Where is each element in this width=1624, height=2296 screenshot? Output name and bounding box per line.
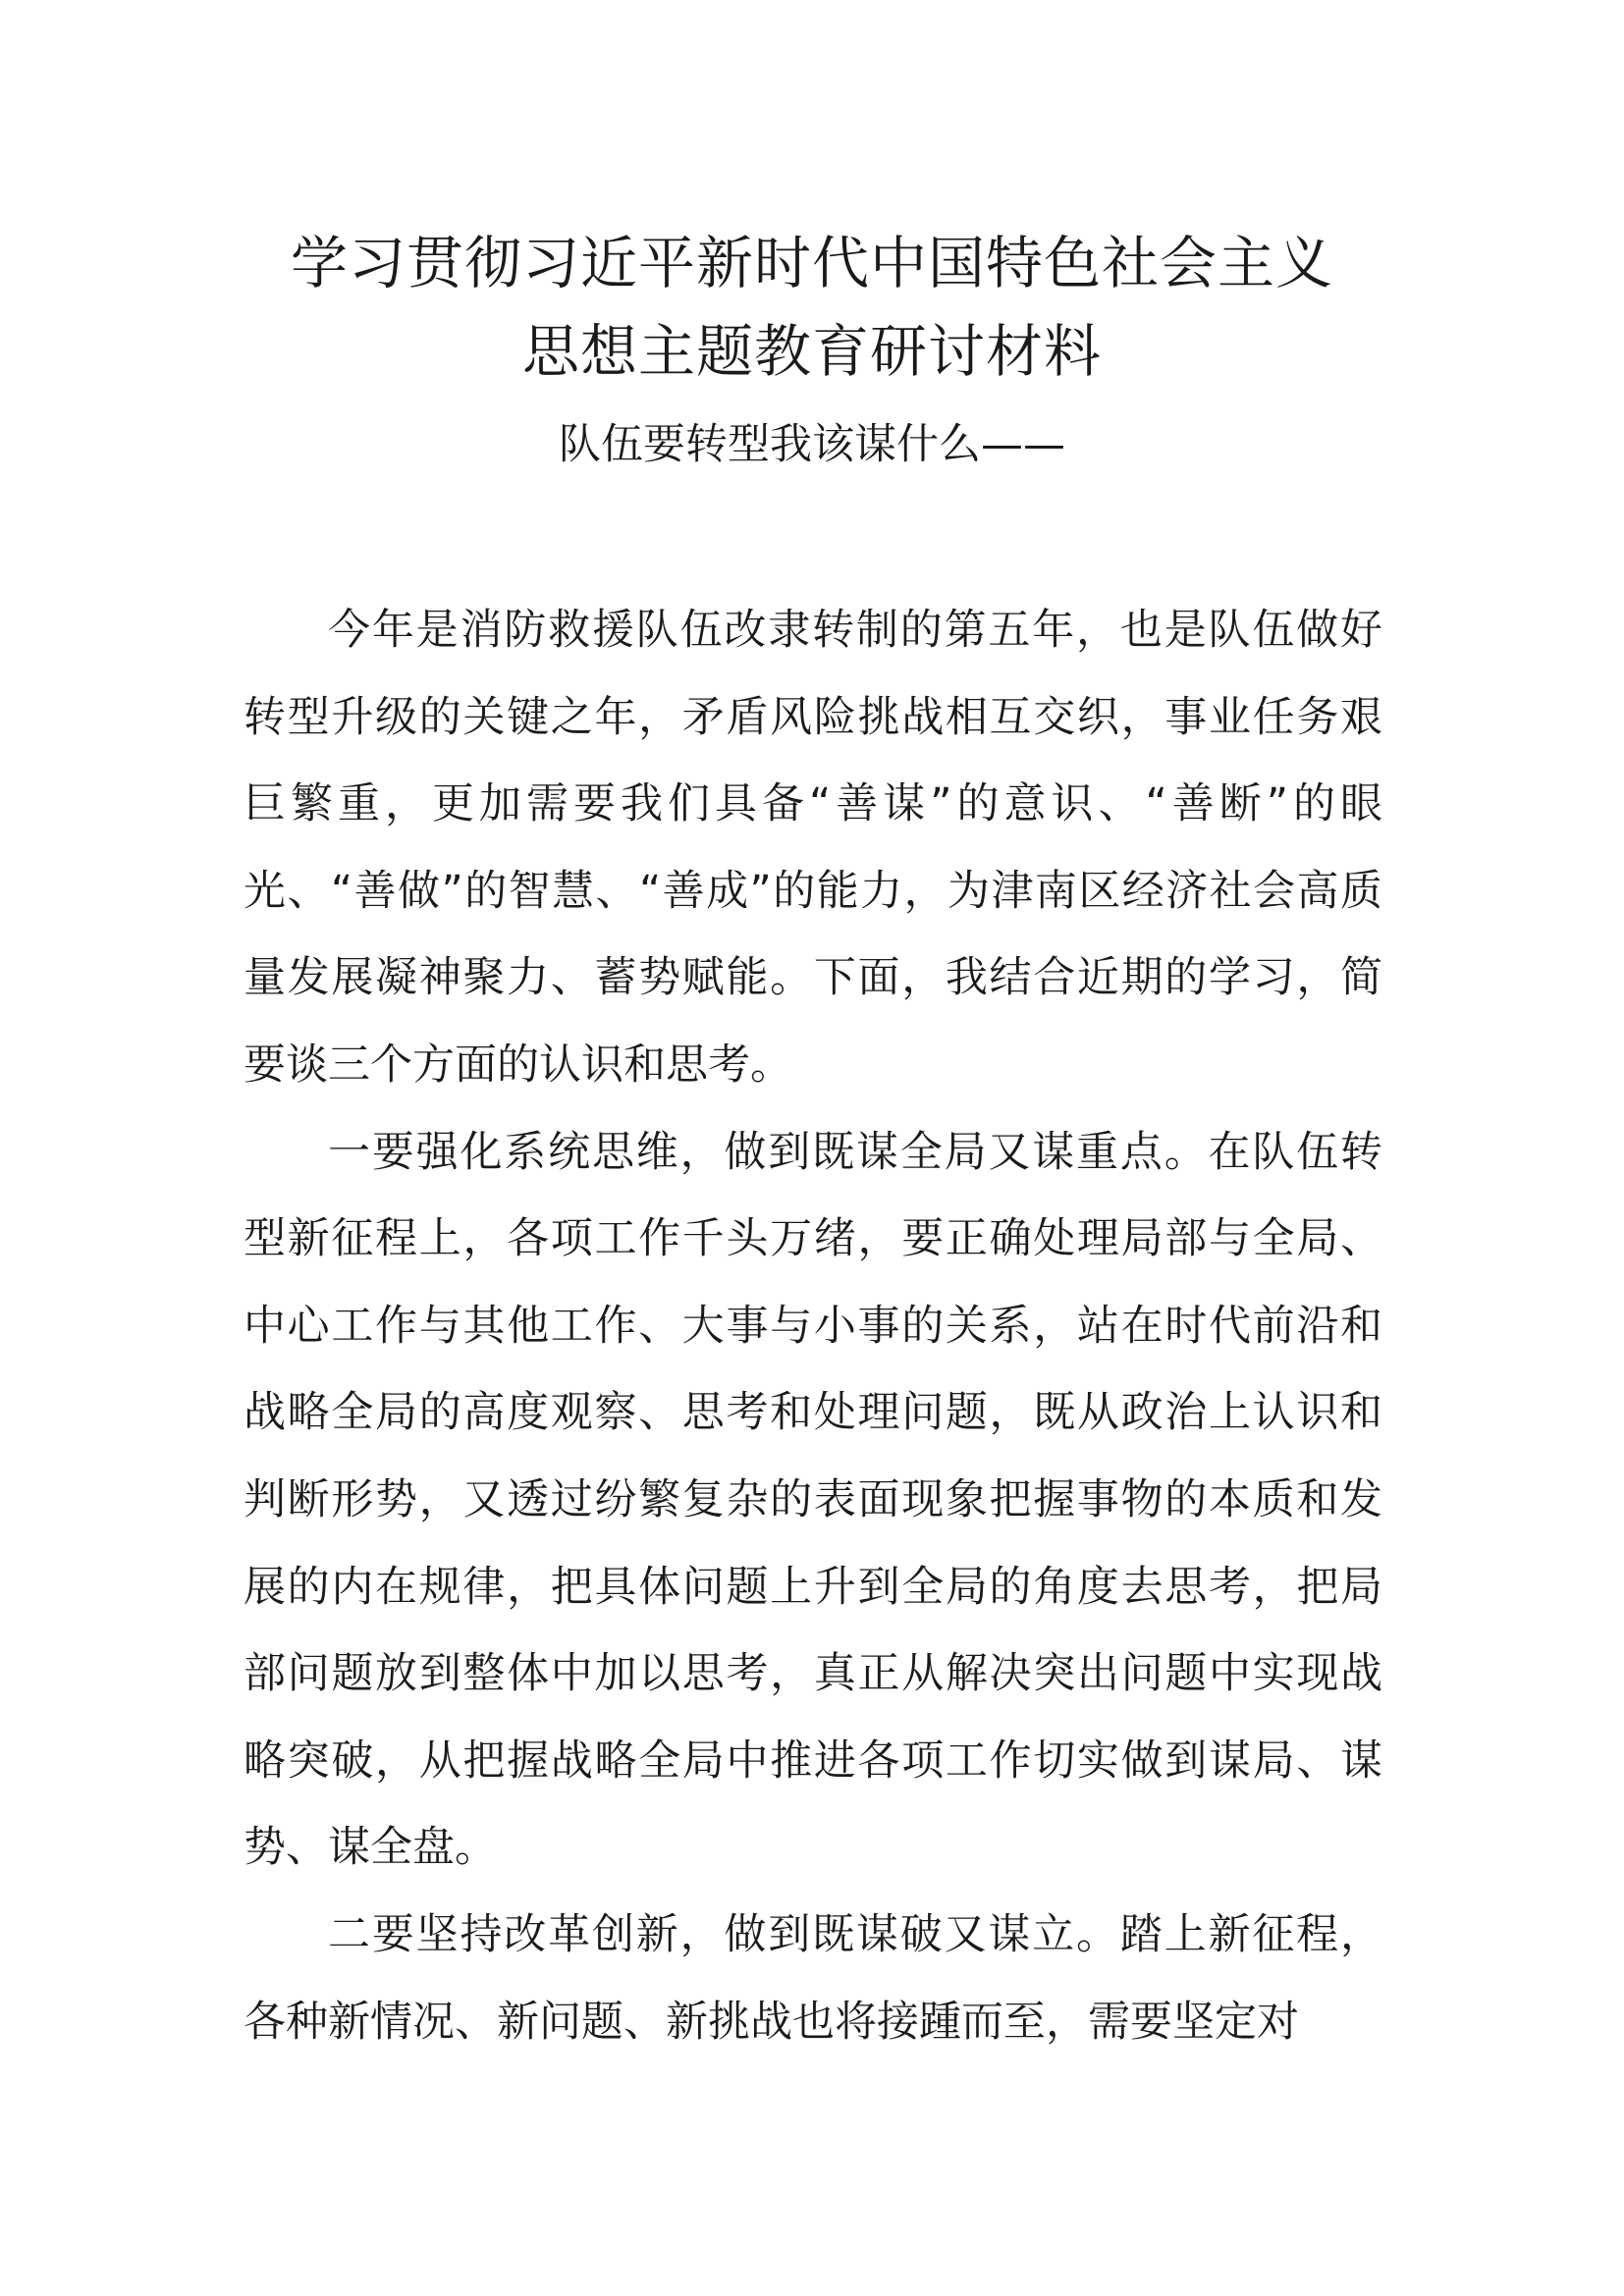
document-subtitle: 队伍要转型我该谋什么—— — [559, 420, 1065, 469]
document-title-line-2: 思想主题教育研讨材料 — [521, 318, 1102, 385]
body-paragraph-point-1: 一要强化系统思维，做到既谋全局又谋重点。在队伍转型新征程上，各项工作千头万绪，要正确处理局部与全局、中心工作与其他工作、大事与小事的关系，站在时代前沿和战略全局的高度观察、思考和处理问题，既从政治上认识和判断形势，又透过纷繁复杂的表面现象把握事物的本质和发展的内在规律，把具体问题上升到全局的角度去思考，把局部问题放到整体中加以思考，真正从解决突出问题中实现战略突破，从把握战略全局中推进各项工作切实做到谋局、谋势、谋全盘。 — [244, 1127, 1382, 1873]
body-paragraph-intro: 今年是消防救援队伍改隶转制的第五年，也是队伍做好转型升级的关键之年，矛盾风险挑战相互交织，事业任务艰巨繁重，更加需要我们具备“善谋”的意识、“善断”的眼光、“善做”的智慧、“善成”的能力，为津南区经济社会高质量发展凝神聚力、蓄势赋能。下面，我结合近期的学习，简要谈三个方面的认识和思考。 — [244, 606, 1382, 1090]
document-body — [244, 587, 1382, 2065]
body-paragraph-point-2: 二要坚持改革创新，做到既谋破又谋立。踏上新征程，各种新情况、新问题、新挑战也将接踵而至，需要坚定对 — [244, 1909, 1382, 2047]
document-title-line-1: 学习贯彻习近平新时代中国特色社会主义 — [290, 230, 1333, 296]
